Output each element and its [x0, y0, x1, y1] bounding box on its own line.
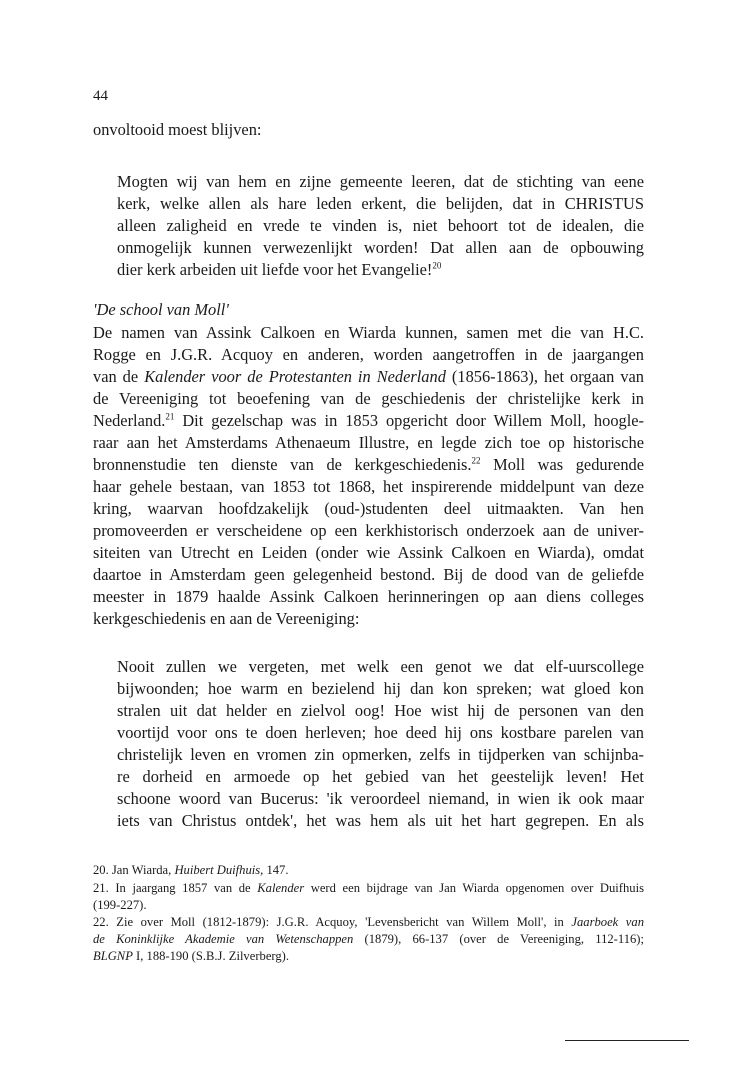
- quote-line: onmogelijk kunnen verwezenlijkt worden! Dat allen aan de opbouwing: [117, 238, 644, 257]
- paragraph-line: [93, 366, 644, 388]
- text: van de: [93, 367, 145, 386]
- bottom-rule: [565, 1040, 689, 1041]
- footnote-22-cont: [93, 931, 644, 949]
- footnote-21-cont: (199-227).: [93, 898, 147, 912]
- text: 22. Zie over Moll (1812-1879): J.G.R. Acquoy, 'Levensbericht van Willem Moll', in: [93, 915, 572, 929]
- paragraph-line: daartoe in Amsterdam geen gelegenheid bestond. Bij de dood van de geliefde: [93, 565, 644, 584]
- text: I, 188-190 (S.B.J. Zilverberg).: [132, 949, 290, 963]
- paragraph-line: [93, 410, 644, 432]
- footnote-ref[interactable]: 20: [432, 260, 442, 271]
- text: bronnenstudie ten dienste van de kerkgeschiedenis.: [93, 455, 472, 474]
- footnote-ref[interactable]: 21: [165, 411, 175, 422]
- text: Dit gezelschap was in 1853 opgericht door Willem Moll, hoogle-: [174, 411, 644, 430]
- paragraph-line: de Vereeniging tot beoefening van de geschiedenis der christelijke kerk in: [93, 389, 644, 408]
- paragraph-line: siteiten van Utrecht en Leiden (onder wie Assink Calkoen en Wiarda), omdat: [93, 543, 644, 562]
- quote-line: Mogten wij van hem en zijne gemeente leeren, dat de stichting van eene: [117, 172, 644, 191]
- footnote-22-cont: [93, 948, 644, 966]
- paragraph-line: kring, waarvan hoofdzakelijk (oud-)studenten deel uitmaakten. Van hen: [93, 499, 644, 518]
- page-number: 44: [93, 88, 108, 104]
- quote-line: [117, 259, 644, 281]
- periodical-title: Jaarboek van: [571, 915, 644, 929]
- opening-line: onvoltooid moest blijven:: [93, 120, 262, 139]
- quote-line: Nooit zullen we vergeten, met welk een genot we dat elf-uurscollege: [117, 657, 644, 676]
- quote-line: voortijd voor ons te doen herleven; hoe deed hij ons kostbare parelen van: [117, 723, 644, 742]
- periodical-title: de Koninklijke Akademie van Wetenschappen: [93, 932, 354, 946]
- paragraph-line: raar aan het Amsterdams Athenaeum Illustre, en legde zich toe op historische: [93, 433, 644, 452]
- quote-text: dier kerk arbeiden uit liefde voor het Evangelie!: [117, 260, 433, 279]
- reference-title: BLGNP: [93, 949, 133, 963]
- periodical-title: Kalender: [257, 881, 305, 895]
- paragraph-line: meester in 1879 haalde Assink Calkoen herinneringen op aan diens colleges: [93, 587, 644, 606]
- paragraph-line: haar gehele bestaan, van 1853 tot 1868, het inspirerende middelpunt van deze: [93, 477, 644, 496]
- section-heading: 'De school van Moll': [93, 300, 229, 319]
- quote-line: bijwoonden; hoe warm en bezielend hij dan kon spreken; wat gloed kon: [117, 679, 644, 698]
- quote-line: stralen uit dat helder en zielvol oog! Hoe wist hij de personen van den: [117, 701, 644, 720]
- text: (1856-1863), het orgaan van: [445, 367, 645, 386]
- footnote-22: [93, 914, 644, 932]
- text: 20. Jan Wiarda,: [93, 863, 175, 877]
- footnote-ref[interactable]: 22: [471, 455, 481, 466]
- text: (1879), 66-137 (over de Vereeniging, 112-116);: [353, 932, 644, 946]
- quote-line: schoone woord van Bucerus: 'ik veroordeel niemand, in wien ik ook maar: [117, 789, 644, 808]
- text: 21. In jaargang 1857 van de: [93, 881, 258, 895]
- text: Nederland.: [93, 411, 166, 430]
- book-title: Huibert Duifhuis,: [174, 863, 264, 877]
- paragraph-line: promoveerden er verscheidene op een kerkhistorisch onderzoek aan de univer-: [93, 521, 644, 540]
- text: 147.: [263, 863, 289, 877]
- paragraph-line: De namen van Assink Calkoen en Wiarda kunnen, samen met die van H.C.: [93, 323, 644, 342]
- text: Moll was gedurende: [480, 455, 644, 474]
- paragraph-line: [93, 454, 644, 476]
- quote-line: alleen zaligheid en vrede te vinden is, niet behoort tot de idealen, die: [117, 216, 644, 235]
- periodical-title: Kalender voor de Protestanten in Nederland: [144, 367, 446, 386]
- text: werd een bijdrage van Jan Wiarda opgenomen over Duifhuis: [304, 881, 644, 895]
- quote-line: iets van Christus ontdek', het was hem als uit het hart gegrepen. En als: [117, 811, 644, 830]
- footnote-20: [93, 862, 644, 880]
- quote-line: kerk, welke allen als hare leden erkent, die belijden, dat in CHRISTUS: [117, 194, 644, 213]
- quote-line: christelijk leven en vromen zin opmerken, zelfs in tijdperken van schijnba-: [117, 745, 644, 764]
- paragraph-line: kerkgeschiedenis en aan de Vereeniging:: [93, 609, 360, 628]
- footnote-21: [93, 880, 644, 898]
- quote-line: re dorheid en armoede op het gebied van het geestelijk leven! Het: [117, 767, 644, 786]
- paragraph-line: Rogge en J.G.R. Acquoy en anderen, worden aangetroffen in de jaargangen: [93, 345, 644, 364]
